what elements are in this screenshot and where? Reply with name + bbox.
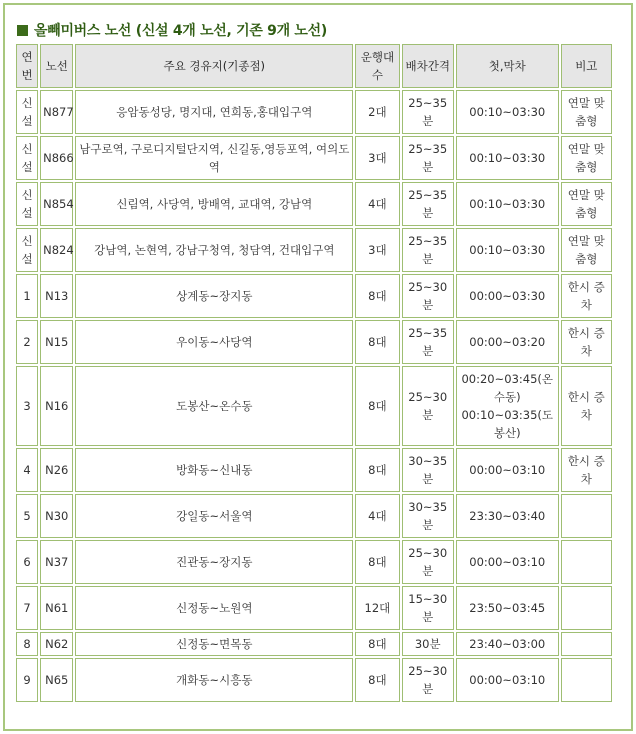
table-row [16, 494, 612, 538]
cell-buses: 8대 [355, 320, 399, 364]
cell-buses: 12대 [355, 586, 399, 630]
cell-no: 3 [16, 366, 38, 446]
section-title [17, 19, 327, 41]
cell-note: 연말 맞춤형 [561, 136, 612, 180]
section-title-text: 올빼미버스 노선 (신설 4개 노선, 기존 9개 노선) [34, 23, 327, 39]
cell-note: 한시 증차 [561, 274, 612, 318]
cell-interval: 25~30분 [402, 366, 454, 446]
table-row [16, 274, 612, 318]
cell-interval: 25~30분 [402, 540, 454, 584]
header-interval: 배차간격 [402, 44, 454, 88]
header-stops: 주요 경유지(기종점) [75, 44, 353, 88]
cell-no: 8 [16, 632, 38, 656]
cell-buses: 8대 [355, 658, 399, 702]
cell-note: 연말 맞춤형 [561, 90, 612, 134]
cell-stops: 방화동~신내동 [75, 448, 353, 492]
cell-stops: 응암동성당, 명지대, 연희동,홍대입구역 [75, 90, 353, 134]
cell-hours: 00:10~03:30 [456, 228, 559, 272]
cell-hours: 00:10~03:30 [456, 90, 559, 134]
cell-route: N62 [40, 632, 73, 656]
square-bullet-icon [17, 25, 28, 36]
cell-route: N65 [40, 658, 73, 702]
cell-no: 신설 [16, 136, 38, 180]
table-row [16, 182, 612, 226]
cell-no: 신설 [16, 182, 38, 226]
cell-note: 한시 증차 [561, 448, 612, 492]
header-buses: 운행대수 [355, 44, 399, 88]
cell-interval: 25~35분 [402, 90, 454, 134]
table-row [16, 632, 612, 656]
cell-note [561, 494, 612, 538]
cell-route: N13 [40, 274, 73, 318]
cell-note [561, 540, 612, 584]
table-row [16, 228, 612, 272]
cell-buses: 8대 [355, 366, 399, 446]
header-route: 노선 [40, 44, 73, 88]
cell-route: N30 [40, 494, 73, 538]
cell-stops: 강일동~서울역 [75, 494, 353, 538]
cell-no: 7 [16, 586, 38, 630]
cell-hours: 23:40~03:00 [456, 632, 559, 656]
cell-buses: 3대 [355, 136, 399, 180]
cell-stops: 강남역, 논현역, 강남구청역, 청담역, 건대입구역 [75, 228, 353, 272]
cell-route: N26 [40, 448, 73, 492]
cell-route: N15 [40, 320, 73, 364]
cell-interval: 25~35분 [402, 228, 454, 272]
cell-no: 4 [16, 448, 38, 492]
table-row [16, 448, 612, 492]
cell-hours: 23:50~03:45 [456, 586, 559, 630]
table-row [16, 320, 612, 364]
cell-buses: 8대 [355, 540, 399, 584]
cell-note: 한시 증차 [561, 320, 612, 364]
cell-hours: 00:00~03:30 [456, 274, 559, 318]
cell-buses: 2대 [355, 90, 399, 134]
table-row [16, 90, 612, 134]
cell-route: N866 [40, 136, 73, 180]
cell-hours: 00:00~03:10 [456, 540, 559, 584]
cell-stops: 신정동~노원역 [75, 586, 353, 630]
cell-note [561, 586, 612, 630]
cell-hours: 00:20~03:45(온수동) 00:10~03:35(도봉산) [456, 366, 559, 446]
cell-note [561, 658, 612, 702]
header-note: 비고 [561, 44, 612, 88]
cell-interval: 25~30분 [402, 274, 454, 318]
cell-no: 9 [16, 658, 38, 702]
cell-interval: 30분 [402, 632, 454, 656]
cell-interval: 25~35분 [402, 182, 454, 226]
cell-stops: 상계동~장지동 [75, 274, 353, 318]
cell-buses: 8대 [355, 274, 399, 318]
header-no: 연번 [16, 44, 38, 88]
cell-route: N854 [40, 182, 73, 226]
cell-stops: 신정동~면목동 [75, 632, 353, 656]
cell-interval: 30~35분 [402, 494, 454, 538]
cell-hours: 23:30~03:40 [456, 494, 559, 538]
cell-route: N877 [40, 90, 73, 134]
cell-interval: 25~35분 [402, 136, 454, 180]
cell-no: 6 [16, 540, 38, 584]
cell-route: N37 [40, 540, 73, 584]
cell-hours: 00:00~03:10 [456, 658, 559, 702]
table-row [16, 540, 612, 584]
cell-hours: 00:10~03:30 [456, 136, 559, 180]
cell-buses: 4대 [355, 182, 399, 226]
header-hours: 첫,막차 [456, 44, 559, 88]
cell-buses: 8대 [355, 632, 399, 656]
cell-hours: 00:00~03:10 [456, 448, 559, 492]
bus-route-table [14, 42, 614, 704]
cell-interval: 25~30분 [402, 658, 454, 702]
cell-hours: 00:00~03:20 [456, 320, 559, 364]
cell-no: 2 [16, 320, 38, 364]
cell-route: N16 [40, 366, 73, 446]
table-row [16, 366, 612, 446]
table-header-row [16, 44, 612, 88]
cell-stops: 신림역, 사당역, 방배역, 교대역, 강남역 [75, 182, 353, 226]
cell-no: 신설 [16, 90, 38, 134]
cell-hours: 00:10~03:30 [456, 182, 559, 226]
cell-stops: 남구로역, 구로디지털단지역, 신길동,영등포역, 여의도역 [75, 136, 353, 180]
cell-stops: 개화동~시흥동 [75, 658, 353, 702]
cell-note: 연말 맞춤형 [561, 228, 612, 272]
cell-stops: 우이동~사당역 [75, 320, 353, 364]
cell-buses: 3대 [355, 228, 399, 272]
cell-route: N61 [40, 586, 73, 630]
table-row [16, 658, 612, 702]
cell-note: 한시 증차 [561, 366, 612, 446]
cell-no: 1 [16, 274, 38, 318]
cell-note [561, 632, 612, 656]
cell-route: N824 [40, 228, 73, 272]
cell-no: 5 [16, 494, 38, 538]
cell-interval: 15~30분 [402, 586, 454, 630]
table-row [16, 586, 612, 630]
table-row [16, 136, 612, 180]
cell-note: 연말 맞춤형 [561, 182, 612, 226]
cell-stops: 도봉산~온수동 [75, 366, 353, 446]
cell-interval: 25~35분 [402, 320, 454, 364]
cell-buses: 8대 [355, 448, 399, 492]
cell-buses: 4대 [355, 494, 399, 538]
cell-no: 신설 [16, 228, 38, 272]
cell-interval: 30~35분 [402, 448, 454, 492]
cell-stops: 진관동~장지동 [75, 540, 353, 584]
